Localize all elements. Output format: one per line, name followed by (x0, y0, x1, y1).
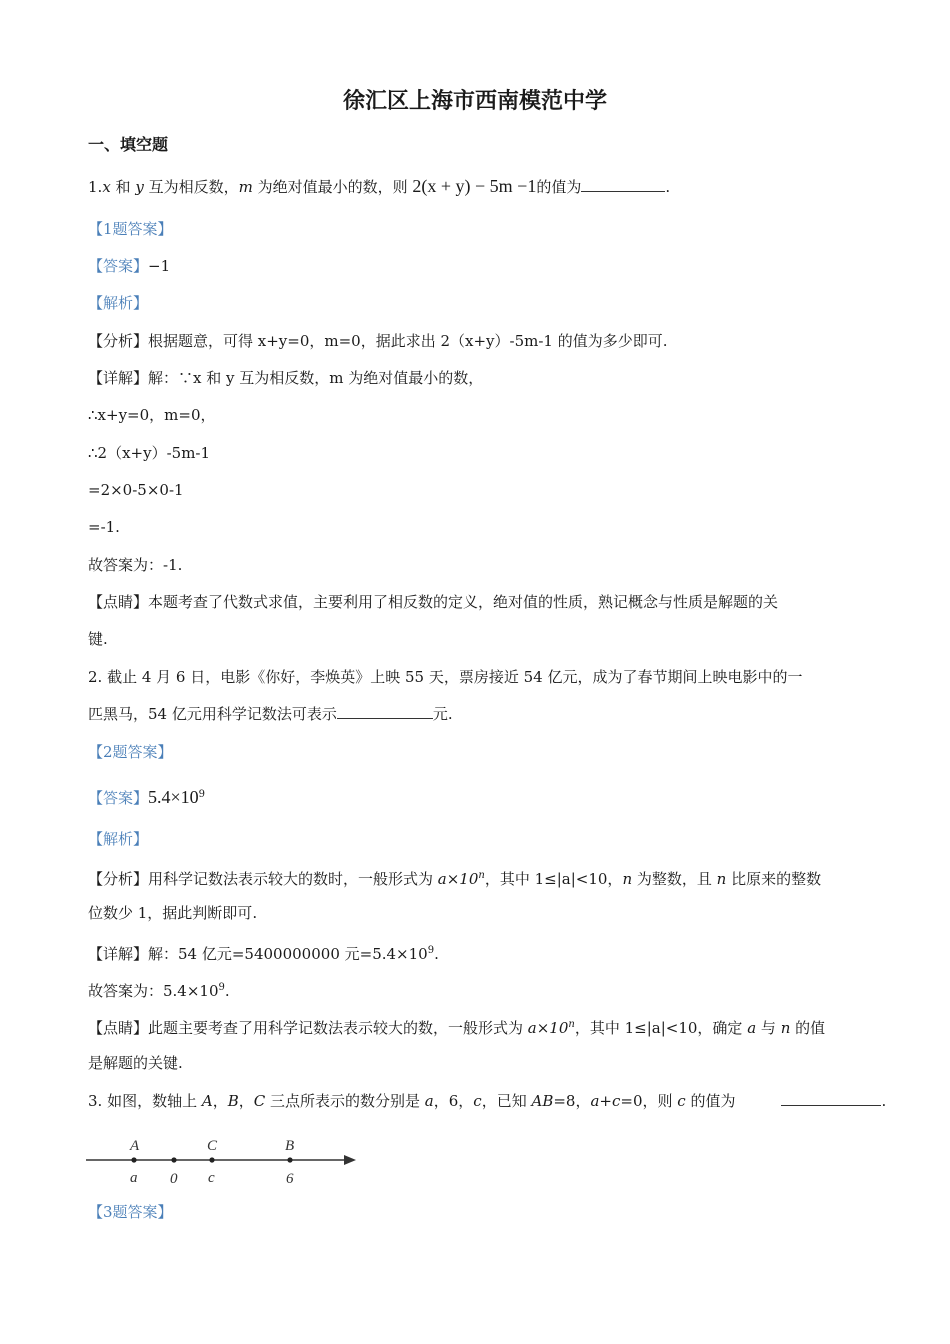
a1-answer-value: −1 (148, 257, 171, 275)
a2-fenxi-b: a×10 (437, 870, 479, 888)
q1-number: 1. (88, 178, 103, 196)
q3-text-d: ，已知 (481, 1092, 532, 1110)
q3-ab: AB (531, 1092, 554, 1110)
q2-text-a: 匹黑马，54 亿元用科学记数法可表示 (88, 705, 337, 723)
q3-point-c: C (253, 1092, 266, 1110)
q1-var-x: x (102, 178, 111, 196)
a2-fenxi-e: n (622, 870, 633, 888)
a2-xiangjie-end: . (434, 945, 439, 963)
q3-point-a: A (201, 1092, 213, 1110)
q3-var-a: a (424, 1092, 434, 1110)
q3-text-a: 3. 如图，数轴上 (88, 1092, 202, 1110)
a2-final-a: 故答案为：5.4×10 (88, 982, 219, 1000)
a2-dianjing-2: 是解题的关键. (88, 1054, 183, 1072)
origin-dot (171, 1157, 176, 1162)
label-B: B (285, 1138, 295, 1154)
label-0: 0 (170, 1171, 178, 1187)
a2-answer-label: 【答案】 (88, 789, 149, 807)
question-2-line-1: 2. 截止 4 月 6 日，电影《你好，李焕英》上映 55 天，票房接近 54 亿元，成为了春节期间上映电影中的一 (88, 668, 803, 686)
a2-analysis-label: 【解析】 (88, 830, 149, 848)
point-a-dot (131, 1157, 136, 1162)
label-A: A (130, 1138, 140, 1154)
a2-dj-h: 的值 (790, 1019, 826, 1037)
a2-dj-g: n (780, 1019, 791, 1037)
q3-text-c: ，6， (433, 1092, 474, 1110)
a2-dj-e: a (747, 1019, 757, 1037)
label-C: C (207, 1138, 218, 1154)
question-2-line-2 (88, 703, 453, 725)
a2-final (88, 977, 230, 1002)
a1-answer-label: 【答案】 (88, 257, 149, 275)
a2-answer-base: 5.4×10 (148, 787, 199, 807)
a2-fenxi (88, 865, 821, 890)
label-6: 6 (286, 1171, 294, 1187)
a2-fenxi-d: ，其中 1≤|a|<10， (484, 870, 623, 888)
q3-sep-2: ， (238, 1092, 254, 1110)
label-c: c (208, 1170, 215, 1186)
number-line-figure (86, 1132, 366, 1192)
q1-text-3: 为绝对值最小的数，则 (252, 178, 408, 196)
a2-fenxi-h: 比原来的整数 (726, 870, 822, 888)
q3-point-b: B (227, 1092, 239, 1110)
q3-answer-blank (781, 1091, 881, 1106)
q1-answer-blank (581, 177, 665, 192)
a2-header: 【2题答案】 (88, 743, 173, 761)
q3-var-c: c (473, 1092, 482, 1110)
q3-var-c-2: c (677, 1092, 686, 1110)
a1-xiangjie: 【详解】解：∵x 和 y 互为相反数，m 为绝对值最小的数， (88, 369, 484, 387)
q3-text-f: =0，则 (620, 1092, 678, 1110)
a1-analysis-label: 【解析】 (88, 294, 149, 312)
a1-header: 【1题答案】 (88, 220, 173, 238)
q1-var-y: y (135, 178, 144, 196)
a1-step-1: ∴x+y=0，m=0， (88, 406, 216, 424)
a2-answer-exponent: 9 (198, 789, 206, 800)
question-1 (88, 175, 670, 198)
a2-fenxi-a: 【分析】用科学记数法表示较大的数时，一般形式为 (88, 870, 438, 888)
a2-dj-b: a×10 (527, 1019, 569, 1037)
a2-fenxi-c: n (478, 870, 485, 881)
q2-text-b: 元. (432, 705, 453, 723)
a2-fenxi-g: n (716, 870, 727, 888)
a3-header: 【3题答案】 (88, 1203, 173, 1221)
q1-var-m: m (238, 178, 253, 196)
a2-final-exp: 9 (218, 982, 225, 993)
a2-dianjing (88, 1014, 825, 1039)
number-line-arrow (344, 1155, 356, 1165)
a2-xiangjie-a: 【详解】解：54 亿元=5400000000 元=5.4×10 (88, 945, 428, 963)
a1-fenxi: 【分析】根据题意，可得 x+y=0，m=0，据此求出 2（x+y）-5m-1 的值为多少即可. (88, 332, 668, 350)
q3-sep-1: ， (212, 1092, 228, 1110)
a1-step-2: ∴2（x+y）-5m-1 (88, 444, 211, 462)
a2-xiangjie (88, 940, 439, 965)
a2-dj-c: n (568, 1019, 575, 1030)
q1-end: . (665, 178, 671, 196)
q1-expression: 2(x + y) − 5m −1 (412, 176, 537, 196)
a2-answer-line (88, 784, 205, 809)
a2-dj-a: 【点睛】此题主要考查了用科学记数法表示较大的数，一般形式为 (88, 1019, 528, 1037)
a1-answer-line (88, 255, 170, 277)
point-c-dot (209, 1157, 214, 1162)
a1-final: 故答案为：-1. (88, 556, 183, 574)
q3-a-plus-c: a+c (590, 1092, 621, 1110)
q3-text-g: 的值为 (685, 1092, 736, 1110)
q1-text-1: 和 (110, 178, 136, 196)
a1-step-3: =2×0-5×0-1 (88, 481, 184, 499)
q1-text-2: 互为相反数， (143, 178, 239, 196)
a1-step-4: =-1. (88, 518, 120, 536)
question-3 (88, 1090, 886, 1112)
q2-answer-blank (337, 704, 433, 719)
a2-dj-f: 与 (756, 1019, 781, 1037)
a2-xiangjie-exp: 9 (427, 945, 435, 956)
a2-fenxi-2: 位数少 1，据此判断即可. (88, 904, 258, 922)
point-b-dot (287, 1157, 292, 1162)
page-title: 徐汇区上海市西南模范中学 (342, 89, 607, 114)
q3-text-e: =8， (553, 1092, 591, 1110)
a1-dianjing-2: 键. (88, 630, 108, 648)
q1-text-4: 的值为 (536, 178, 582, 196)
q3-end: . (881, 1092, 887, 1110)
q3-text-b: 三点所表示的数分别是 (265, 1092, 425, 1110)
label-a: a (130, 1170, 138, 1186)
section-heading: 一、填空题 (88, 135, 169, 154)
a2-dj-d: ，其中 1≤|a|<10，确定 (574, 1019, 748, 1037)
a2-final-end: . (224, 982, 230, 1000)
a1-dianjing-1: 【点睛】本题考查了代数式求值，主要利用了相反数的定义，绝对值的性质，熟记概念与性质是解题的关 (88, 593, 779, 611)
a2-fenxi-f: 为整数，且 (632, 870, 717, 888)
